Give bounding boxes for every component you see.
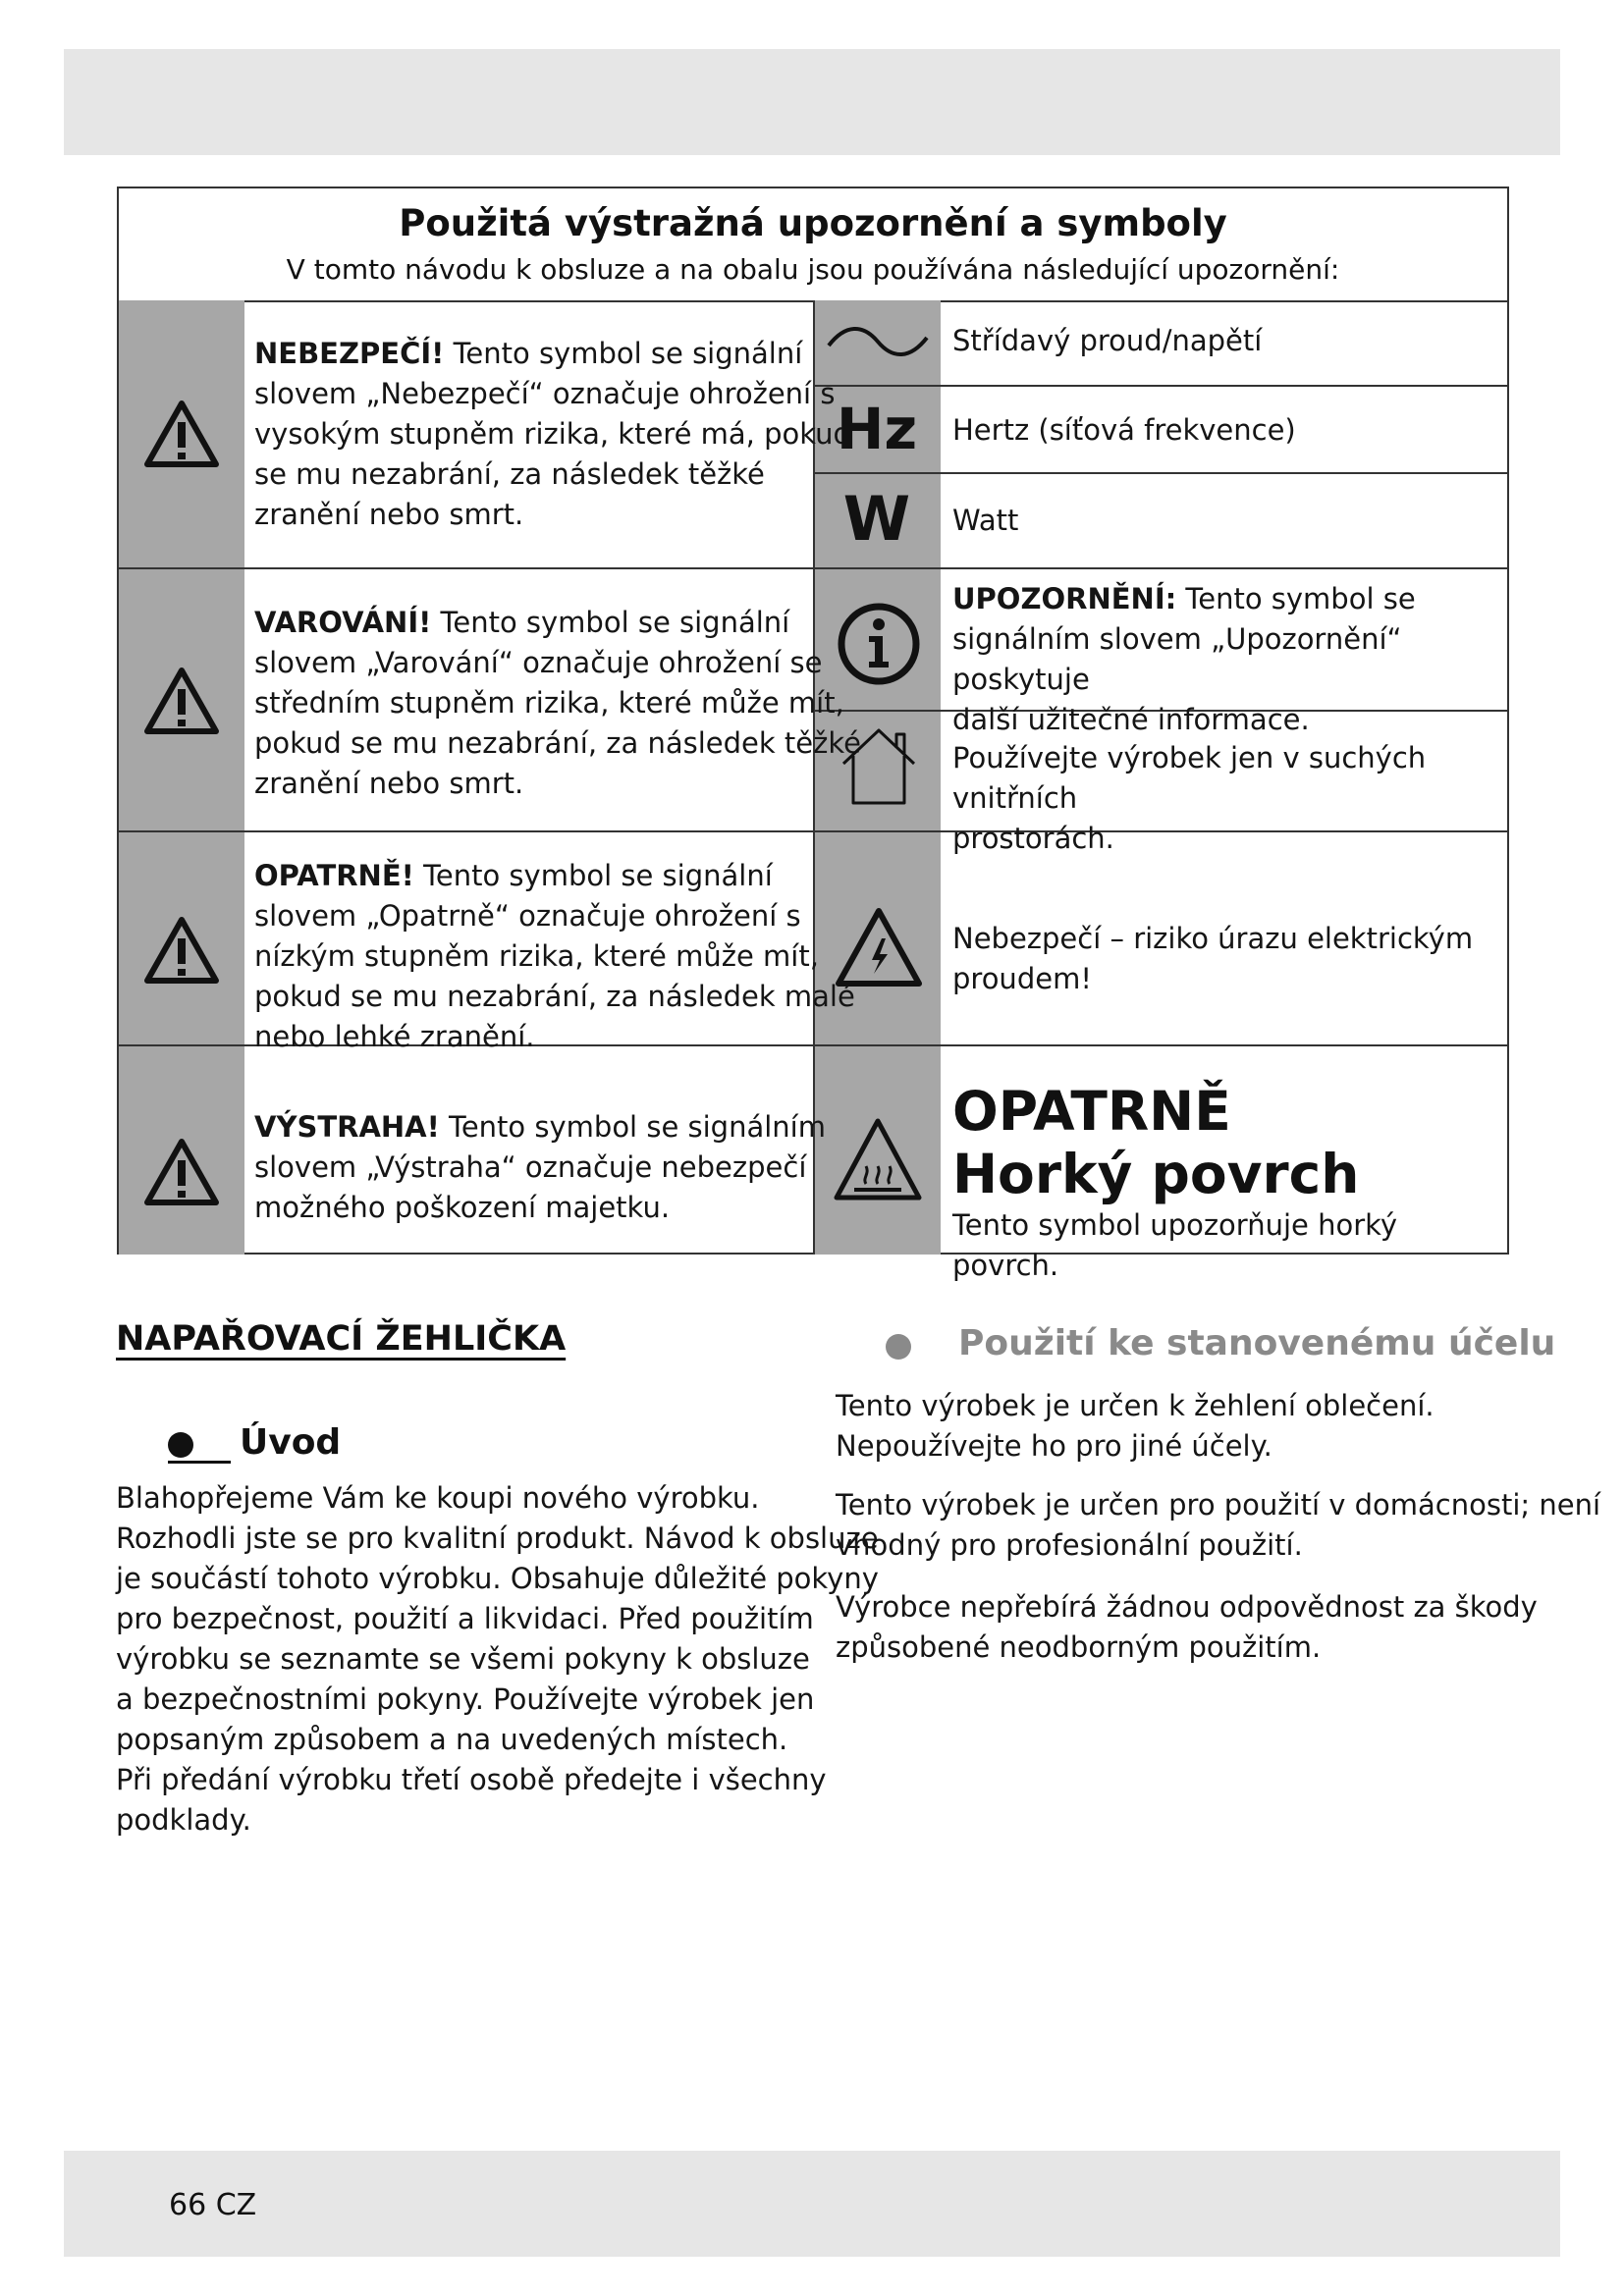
- row-divider: [815, 567, 1509, 569]
- house-icon: [836, 724, 922, 809]
- indoor-use-description: Používejte výrobek jen v suchých vnitřních prostorách.: [952, 741, 1427, 855]
- section-title: NAPAŘOVACÍ ŽEHLIČKA: [116, 1319, 567, 1359]
- hertz-icon: Hz: [836, 396, 918, 462]
- header-band: [64, 49, 1560, 155]
- hertz-label: Hertz (síťová frekvence): [952, 413, 1296, 447]
- ac-label: Střídavý proud/napětí: [952, 324, 1263, 357]
- electric-shock-description: Nebezpečí – riziko úrazu elektrickým proudem!: [952, 922, 1474, 995]
- warning-triangle-icon: [142, 399, 221, 469]
- alternating-current-icon: [826, 320, 930, 363]
- table-subtitle: V tomto návodu k obsluze a na obalu jsou používána následující upozornění:: [286, 253, 1340, 286]
- intro-paragraph: Blahopřejeme Vám ke koupi nového výrobku. Rozhodli jste se pro kvalitní produkt. Návod k obsluze je součástí tohoto výrobku. Obsahuje důležité pokyny pro bezpečnost, použití a likvidaci. Před použitím výrobku se seznamte se všemi pokyny k obsluze a bezpečnostními pokyny. Používejte výrobek jen popsaným způsobem a na uvedených místech. Při předání výrobku třetí osobě předejte i všechny podklady.: [116, 1481, 879, 1837]
- notice-description: VÝSTRAHA! Tento symbol se signálním slovem „Výstraha“ označuje nebezpečí možného poškození majetku.: [254, 1110, 826, 1224]
- info-description: UPOZORNĚNÍ: Tento symbol se signálním slovem „Upozornění“ poskytuje další užitečné informace.: [952, 582, 1416, 736]
- caution-description: OPATRNĚ! Tento symbol se signální slovem „Opatrně“ označuje ohrožení s nízkým stupněm rizika, které může mít, pokud se mu nezabrání, za následek malé nebo lehké zranění.: [254, 859, 855, 1053]
- electric-shock-icon: [833, 905, 925, 989]
- bullet-icon: [886, 1334, 911, 1360]
- liability-paragraph: Výrobce nepřebírá žádnou odpovědnost za škody způsobené neodborným použitím.: [836, 1590, 1538, 1664]
- table-header: [119, 188, 1507, 302]
- danger-description: NEBEZPEČÍ! Tento symbol se signální slovem „Nebezpečí“ označuje ohrožení s vysokým stupněm rizika, které má, pokud se mu nezabrání, za následek těžké zranění nebo smrt.: [254, 337, 851, 531]
- row-divider: [815, 385, 1509, 387]
- household-use-paragraph: Tento výrobek je určen pro použití v domácnosti; není vhodný pro profesionální použití.: [836, 1488, 1601, 1562]
- row-divider: [815, 472, 1509, 474]
- bullet-icon: [168, 1432, 193, 1458]
- row-divider: [119, 567, 815, 569]
- hot-surface-description: Tento symbol upozorňuje horký povrch.: [952, 1208, 1398, 1282]
- hot-surface-heading: Horký povrch: [952, 1143, 1360, 1205]
- info-icon: [836, 601, 922, 687]
- footer-band: [64, 2151, 1560, 2257]
- table-title: Použitá výstražná upozornění a symboly: [399, 202, 1227, 244]
- watt-icon: W: [842, 483, 911, 555]
- row-divider: [815, 1044, 1509, 1046]
- heading-underline: [168, 1461, 231, 1464]
- intended-use-paragraph: Tento výrobek je určen k žehlení oblečení. Nepoužívejte ho pro jiné účely.: [836, 1389, 1435, 1463]
- warning-triangle-icon: [142, 1137, 221, 1207]
- watt-label: Watt: [952, 504, 1019, 537]
- warning-triangle-icon: [142, 915, 221, 986]
- warning-symbols-table: [117, 187, 1509, 1282]
- intended-use-heading: Použití ke stanovenému účelu: [958, 1323, 1556, 1363]
- hot-surface-caution-word: OPATRNĚ: [952, 1080, 1231, 1143]
- intro-heading: Úvod: [240, 1422, 342, 1463]
- page-number: 66 CZ: [169, 2188, 257, 2222]
- hot-surface-icon: [831, 1115, 925, 1203]
- warning-description: VAROVÁNÍ! Tento symbol se signální slovem „Varování“ označuje ohrožení se středním stupněm rizika, které může mít, pokud se mu nezabrání, za následek těžké zranění nebo smrt.: [254, 606, 861, 800]
- warning-triangle-icon: [142, 666, 221, 736]
- row-divider: [119, 830, 815, 832]
